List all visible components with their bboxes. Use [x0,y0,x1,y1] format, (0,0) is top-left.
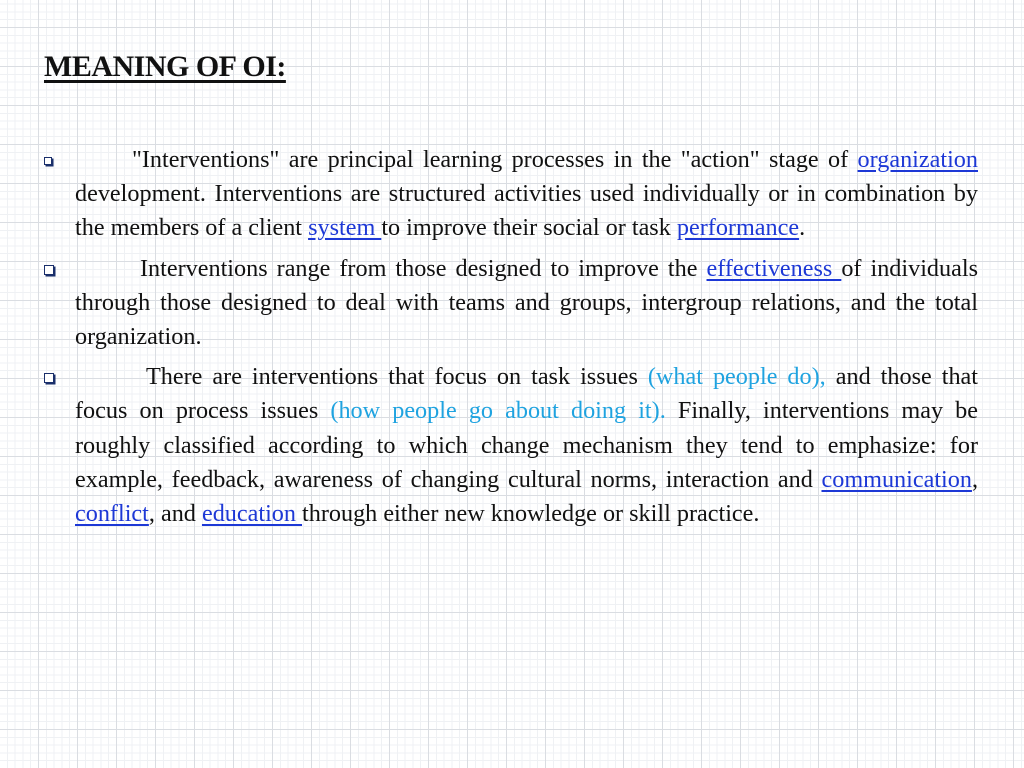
bullet-3-text-5: , and [148,500,202,528]
bullet-1-text-1: "Interventions" are principal learning processes in the "action" stage of [132,146,858,173]
bullet-1-text-3: to improve their social or task [381,214,677,242]
bullet-2-text-2: of individuals through those designed to deal with teams and groups, intergroup relations, and the total organization. [75,254,978,351]
bullet-3-text-4: , [971,465,978,493]
slide-title: MEANING OF OI: [44,50,286,83]
highlight-process-issues: (how people go about doing it). [330,397,666,425]
bullet-1-text-4: . [799,214,806,242]
bullet-3-text-3: Finally, interventions may be roughly classified according to which change mechanism they tend to emphasize: for example, feedback, awareness of changing cultural norms, interaction and [75,397,979,493]
link-performance[interactable]: performance [676,214,800,242]
bullet-3-text-6: through either new knowledge or skill practice. [302,500,760,528]
square-bullet-icon [44,157,52,165]
bullet-2-text-1: Interventions range from those designed to improve the [140,254,707,282]
link-effectiveness[interactable]: effectiveness [706,254,842,282]
link-organization[interactable]: organization [857,146,978,173]
bullet-3-text-2: and those that focus on process issues [75,363,979,425]
bullet-item-1 [44,143,978,246]
link-education[interactable]: education [201,500,303,528]
square-bullet-icon [44,373,54,383]
highlight-task-issues: (what people do), [647,363,826,391]
bullet-3-text-1: There are interventions that focus on task issues [146,363,648,391]
link-conflict[interactable]: conflict [75,500,149,528]
link-communication[interactable]: communication [821,465,972,493]
bullet-item-3 [44,360,978,531]
square-bullet-icon [44,265,54,275]
bullet-list [44,143,978,537]
bullet-1-text-2: development. Interventions are structured activities used individually or in combination by the members of a client [75,180,978,242]
bullet-item-2 [44,252,978,355]
link-system[interactable]: system [308,214,382,242]
